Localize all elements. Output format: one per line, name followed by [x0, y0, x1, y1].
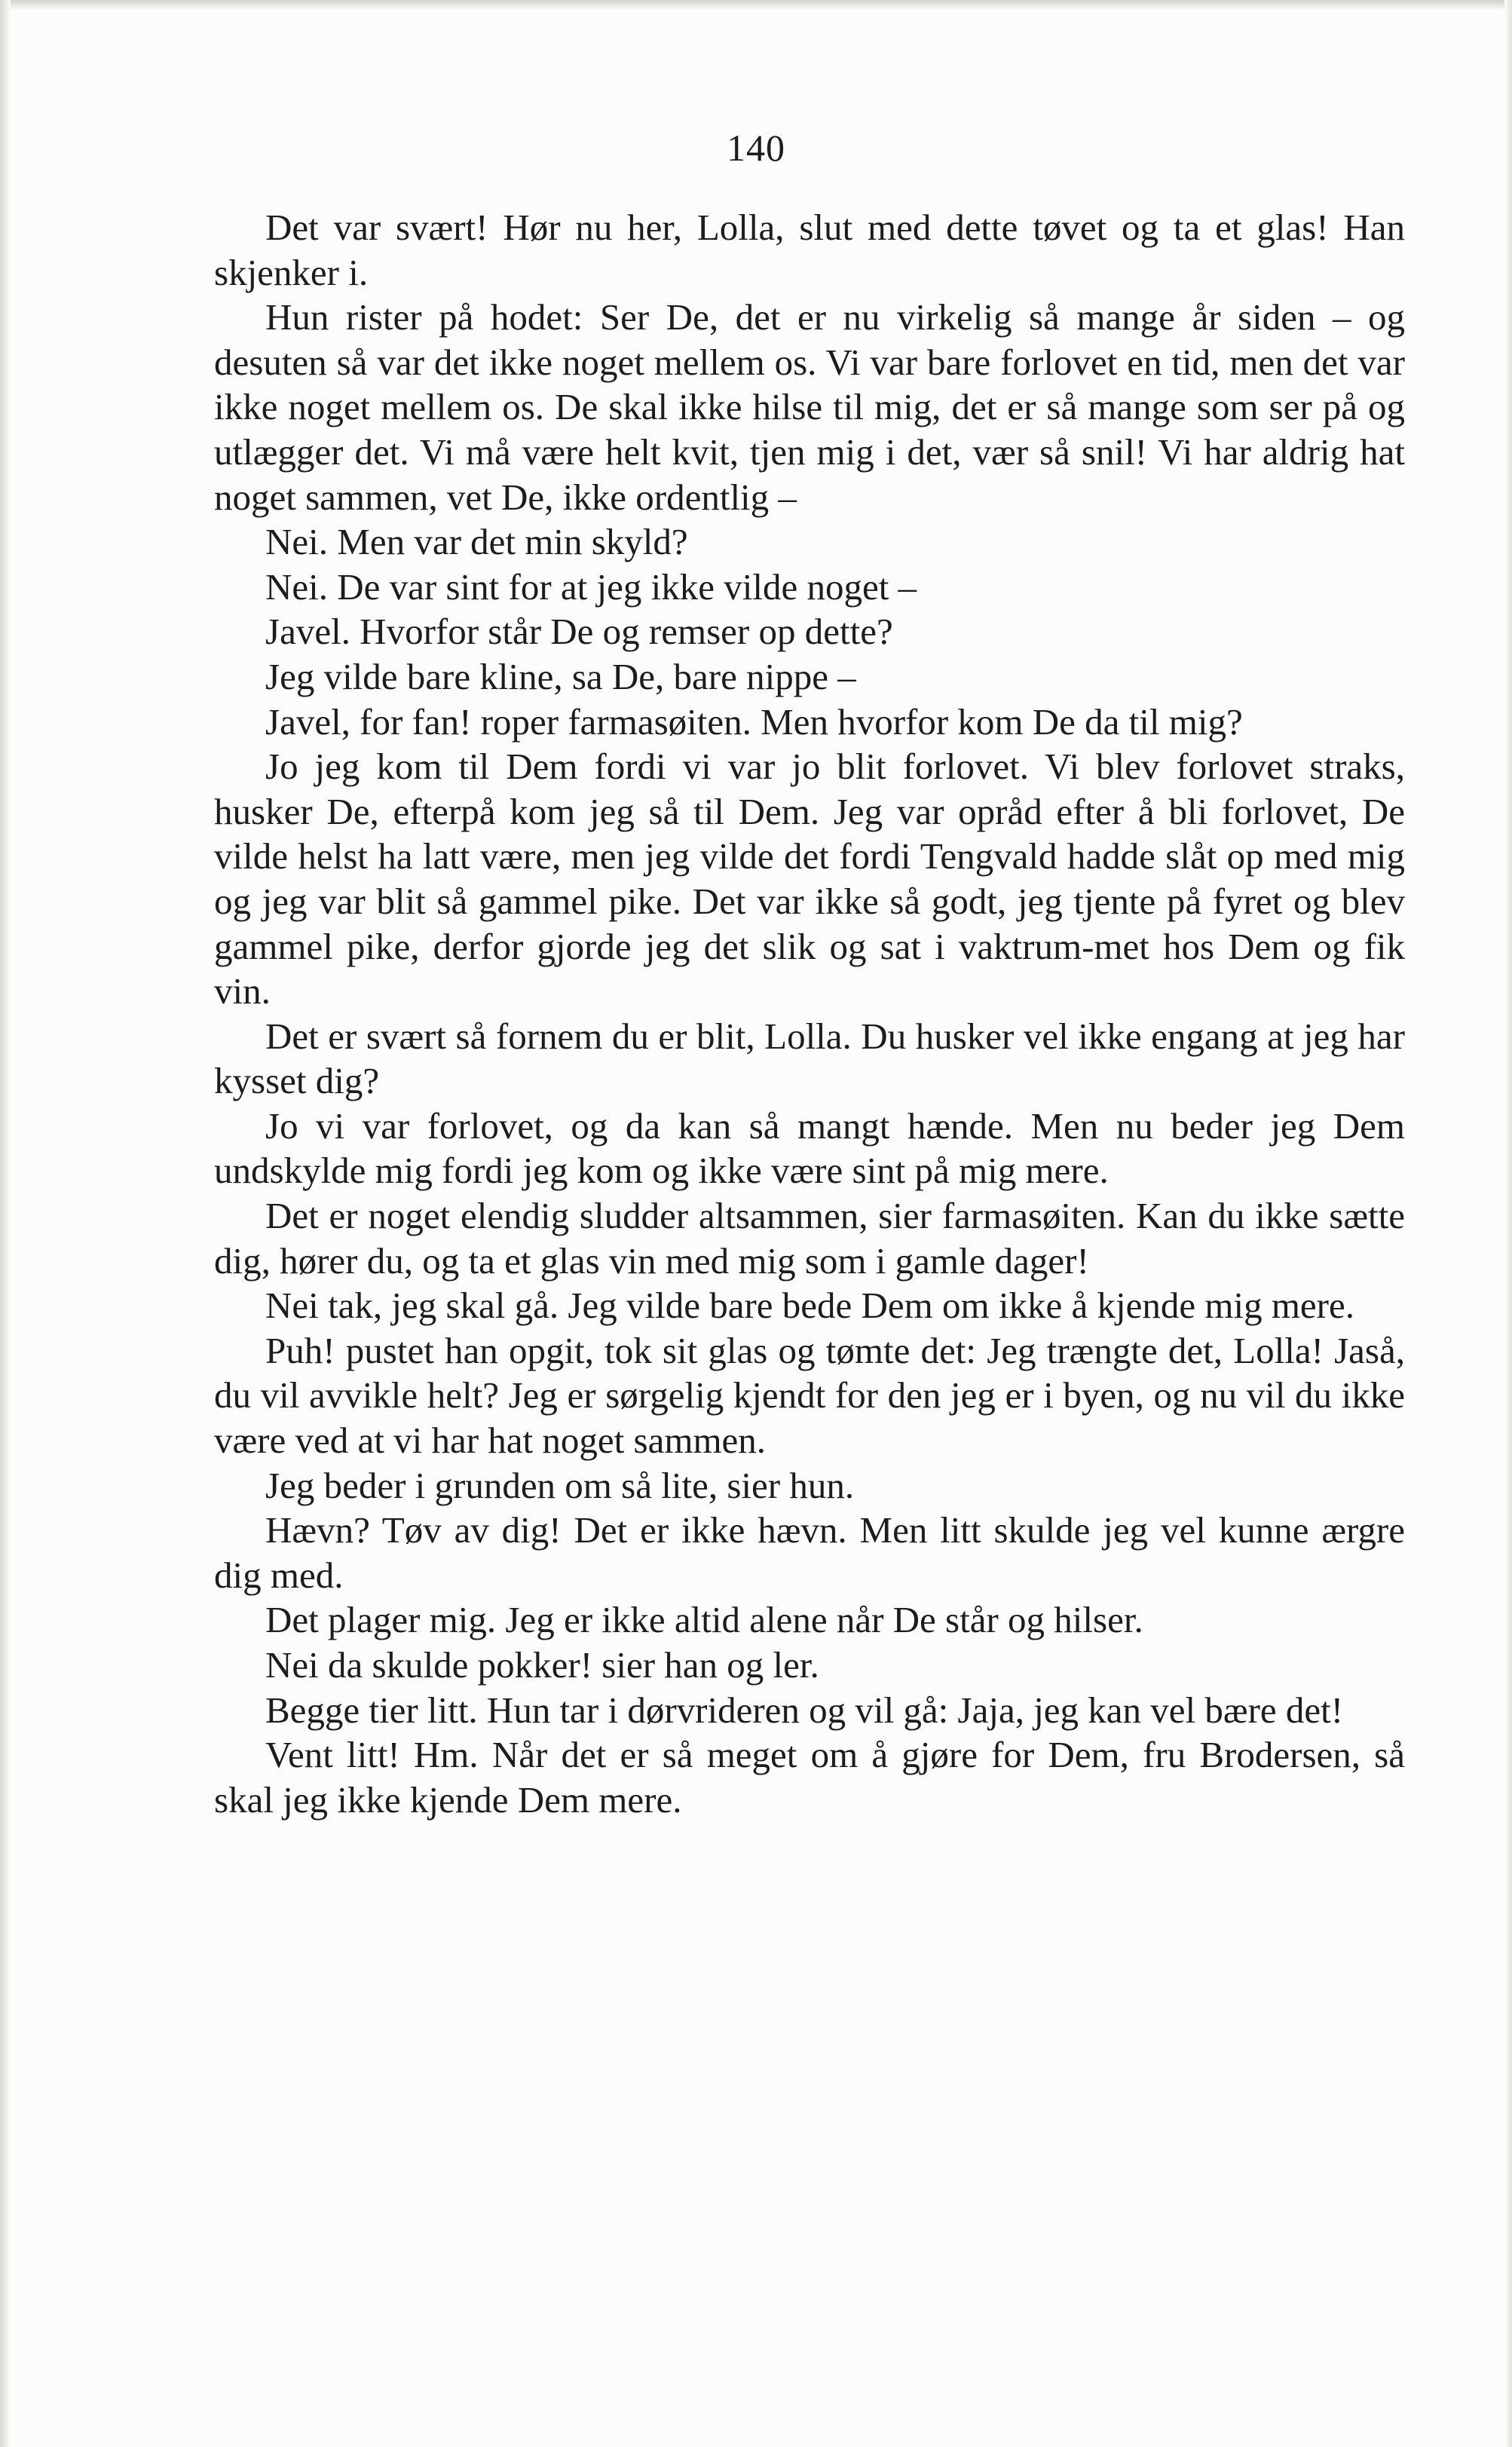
page-edge-right [1504, 0, 1512, 2447]
page-edge-left [0, 0, 11, 2447]
paragraph: Javel, for fan! roper farmasøiten. Men hvorfor kom De da til mig? [265, 700, 1243, 743]
body-text [214, 205, 1405, 1822]
page-number: 140 [727, 127, 785, 169]
paragraph: Hævn? Tøv av dig! Det er ikke hævn. Men litt skulde jeg vel kunne ærgre dig med. [214, 1509, 1405, 1596]
paragraph: Jeg beder i grunden om så lite, sier hun. [265, 1464, 855, 1506]
paragraph: Nei da skulde pokker! sier han og ler. [265, 1644, 819, 1686]
paragraph: Vent litt! Hm. Når det er så meget om å gjøre for Dem, fru Brodersen, så skal jeg ikke kjende Dem mere. [214, 1734, 1405, 1821]
paragraph: Det er noget elendig sludder altsammen, sier farmasøiten. Kan du ikke sætte dig, hører du, og ta et glas vin med mig som i gamle dager! [214, 1195, 1405, 1282]
paragraph: Nei. De var sint for at jeg ikke vilde noget – [265, 565, 917, 608]
paragraph: Begge tier litt. Hun tar i dørvrideren og vil gå: Jaja, jeg kan vel bære det! [265, 1689, 1344, 1731]
paragraph: Nei. Men var det min skyld? [265, 521, 688, 563]
paragraph: Hun rister på hodet: Ser De, det er nu virkelig så mange år siden – og desuten så var det ikke noget mellem os. Vi var bare forlovet en tid, men det var ikke noget mellem os. De skal ikke hilse til mig, det er så mange som ser på og utlægger det. Vi må være helt kvit, tjen mig i det, vær så snil! Vi har aldrig hat noget sammen, vet De, ikke ordentlig – [214, 296, 1405, 518]
paragraph: Puh! pustet han opgit, tok sit glas og tømte det: Jeg trængte det, Lolla! Jaså, du vil avvikle helt? Jeg er sørgelig kjendt for den jeg er i byen, og nu vil du ikke være ved at vi har hat noget sammen. [214, 1329, 1405, 1462]
paragraph: Det plager mig. Jeg er ikke altid alene når De står og hilser. [265, 1599, 1143, 1641]
paragraph: Jeg vilde bare kline, sa De, bare nippe – [265, 655, 856, 697]
paragraph: Nei tak, jeg skal gå. Jeg vilde bare bede Dem om ikke å kjende mig mere. [265, 1285, 1354, 1327]
paragraph: Jo vi var forlovet, og da kan så mangt hænde. Men nu beder jeg Dem undskylde mig fordi jeg kom og ikke være sint på mig mere. [214, 1104, 1405, 1192]
paragraph: Det var svært! Hør nu her, Lolla, slut med dette tøvet og ta et glas! Han skjenker i. [214, 207, 1405, 293]
page-edge-top [0, 0, 1512, 11]
paragraph: Det er svært så fornem du er blit, Lolla. Du husker vel ikke engang at jeg har kysset dig? [214, 1015, 1405, 1102]
paragraph: Jo jeg kom til Dem fordi vi var jo blit forlovet. Vi blev forlovet straks, husker De, efterpå kom jeg så til Dem. Jeg var opråd efter å bli forlovet, De vilde helst ha latt være, men jeg vilde det fordi Tengvald hadde slåt op med mig og jeg var blit så gammel pike. Det var ikke så godt, jeg tjente på fyret og blev gammel pike, derfor gjorde jeg det slik og sat i vaktrum-met hos Dem og fik vin. [214, 746, 1405, 1012]
paragraph: Javel. Hvorfor står De og remser op dette? [265, 611, 893, 653]
